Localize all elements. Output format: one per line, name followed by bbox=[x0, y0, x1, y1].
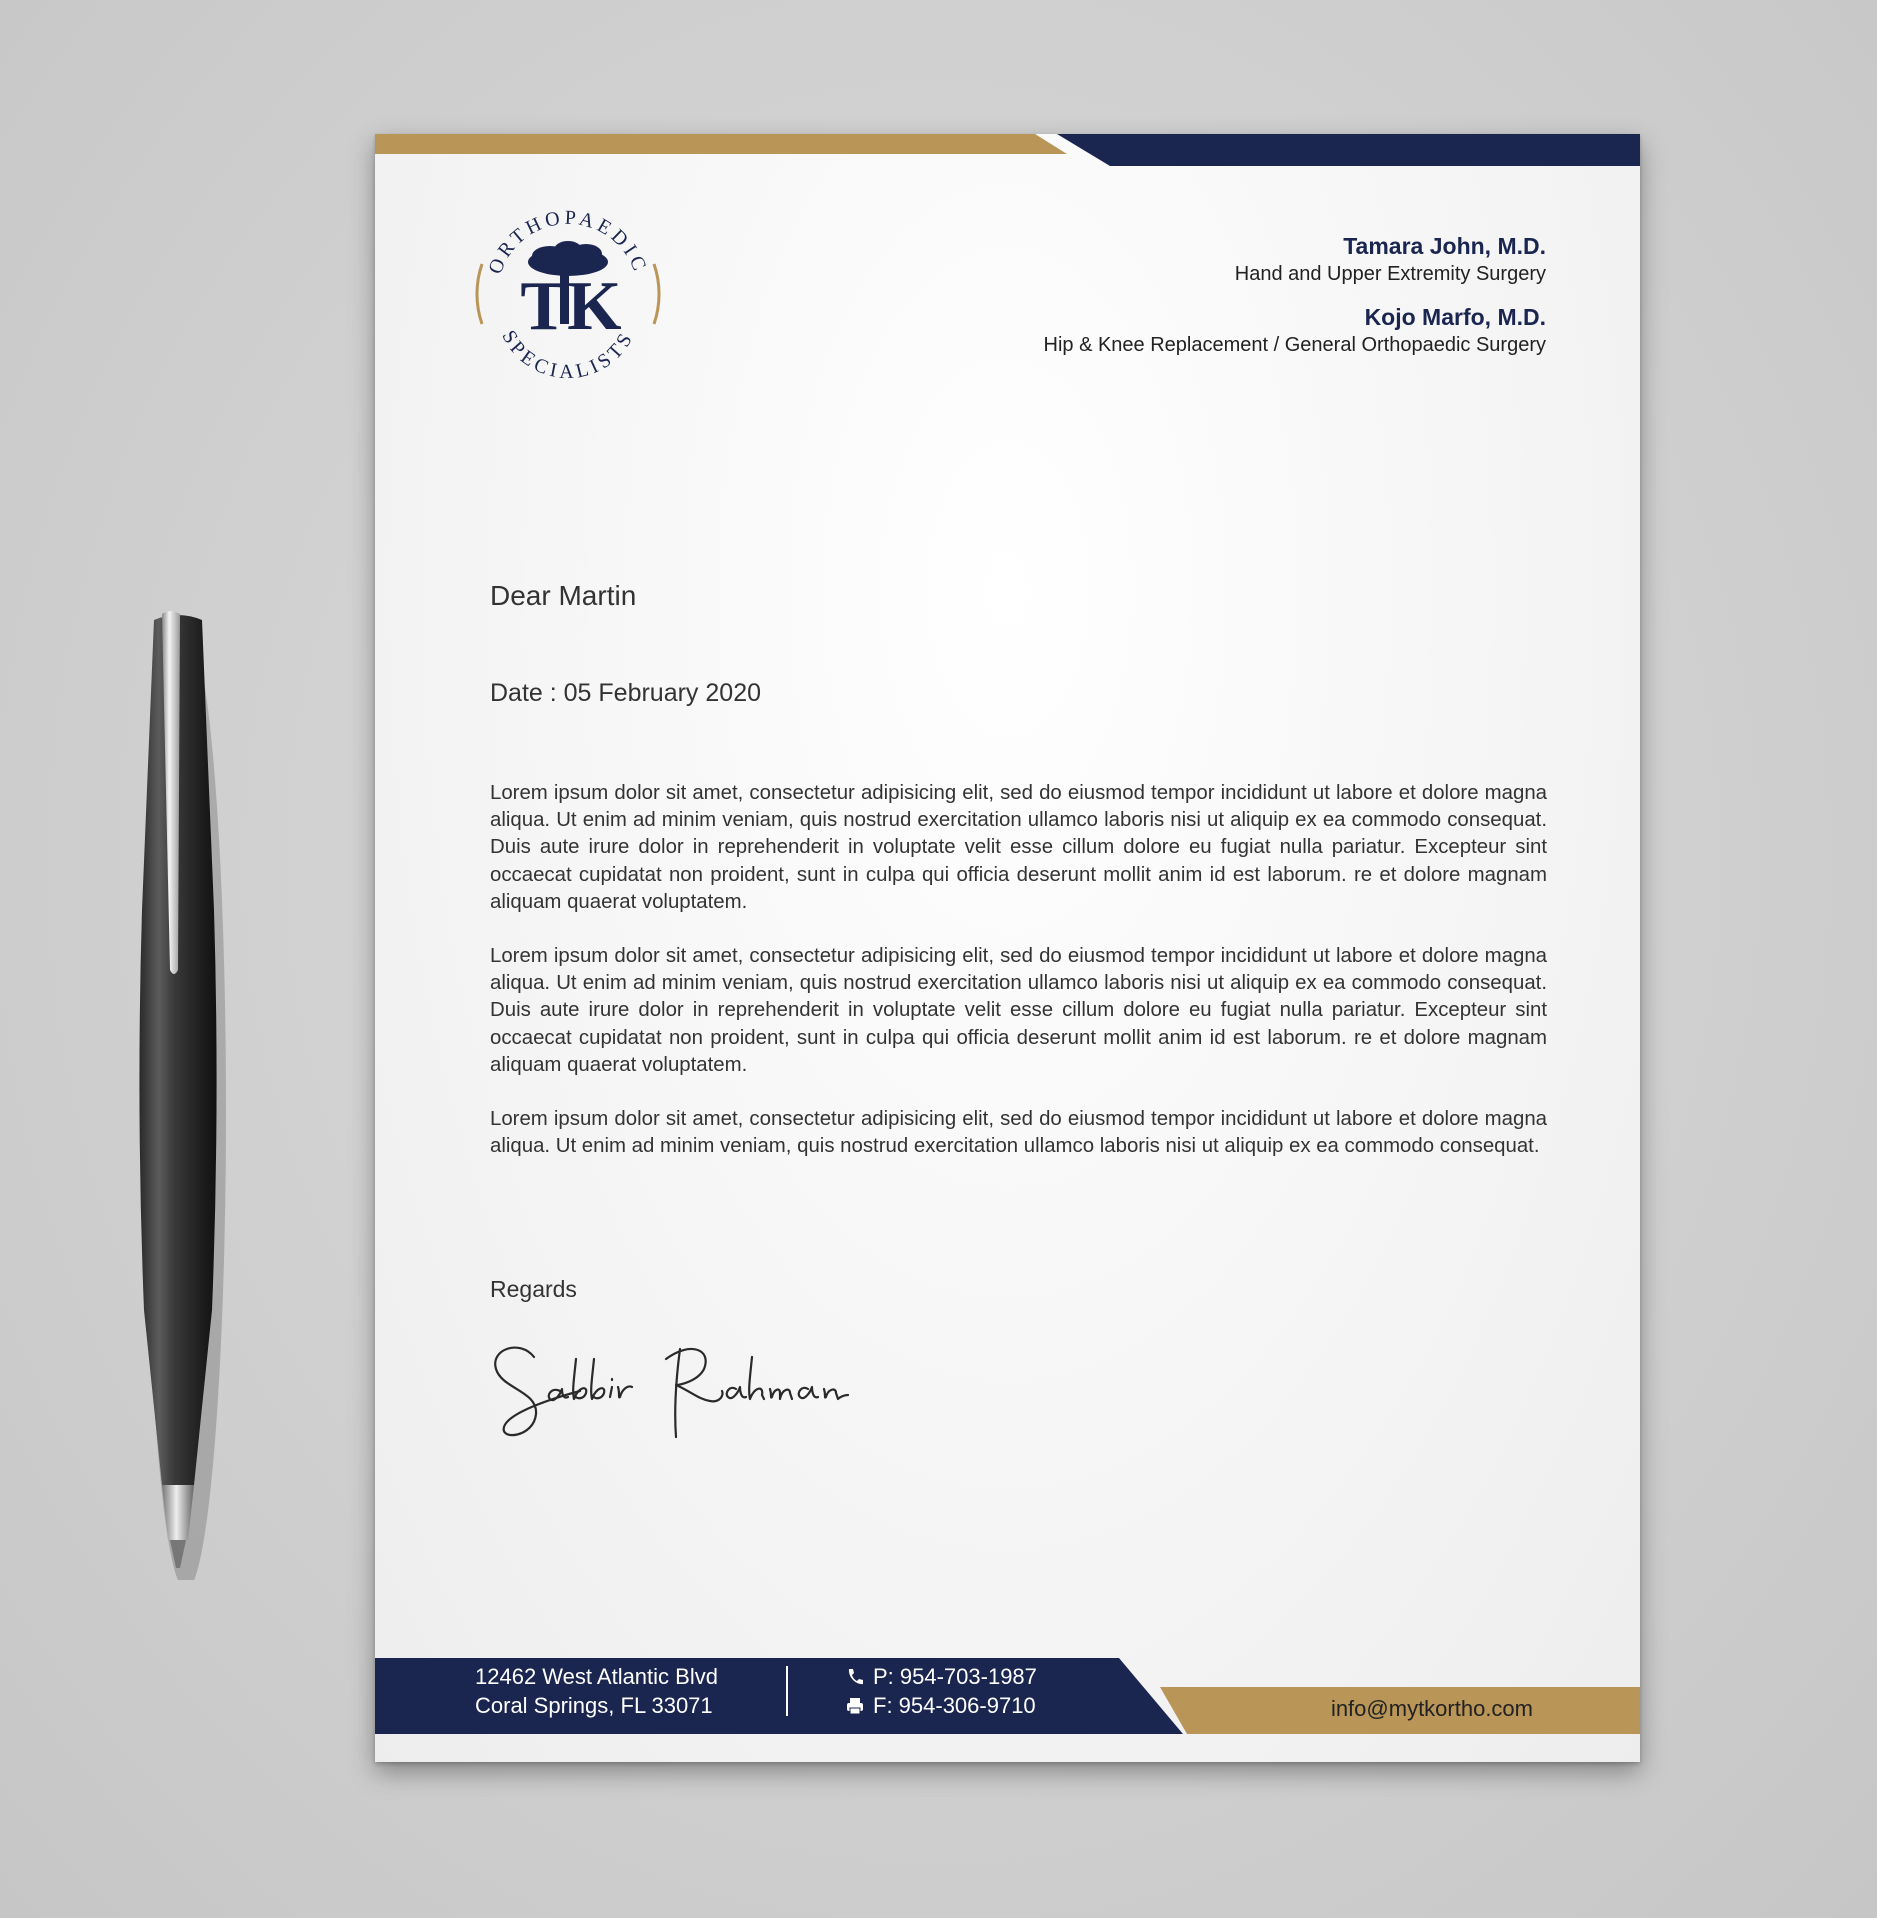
logo-monogram: TK bbox=[520, 268, 622, 345]
body-paragraph: Lorem ipsum dolor sit amet, consectetur adipisicing elit, sed do eiusmod tempor incididunt ut labore et dolore magna aliqua. Ut enim ad minim veniam, quis nostrud exercitation ullamco laboris nisi ut aliquip ex ea commodo consequat. bbox=[490, 1108, 1547, 1158]
top-gold-band bbox=[375, 134, 1067, 154]
doctor-specialty: Hand and Upper Extremity Surgery bbox=[1234, 263, 1546, 285]
doctor-name: Kojo Marfo, M.D. bbox=[1364, 304, 1546, 330]
top-navy-band bbox=[1057, 134, 1640, 166]
fax-icon bbox=[845, 1696, 865, 1716]
phone-number: P: 954-703-1987 bbox=[873, 1664, 1037, 1689]
doctor-entry bbox=[1044, 303, 1547, 357]
doctor-specialty: Hip & Knee Replacement / General Orthopaedic Surgery bbox=[1043, 334, 1546, 356]
footer-address bbox=[475, 1662, 718, 1720]
body-paragraph: Lorem ipsum dolor sit amet, consectetur adipisicing elit, sed do eiusmod tempor incididunt ut labore et dolore magna aliqua. Ut enim ad minim veniam, quis nostrud exercitation ullamco laboris nisi ut aliquip ex ea commodo consequat. Duis aute irure dolor in reprehenderit in voluptate velit esse cillum dolore eu fugiat nulla pariatur. Excepteur sint occaecat cupidatat non proident, sunt in culpa qui officia deserunt mollit anim id est laborum. re et dolore magnam aliquam quaerat voluptatem. bbox=[490, 782, 1547, 913]
fax-number: F: 954-306-9710 bbox=[873, 1693, 1036, 1718]
letter-body bbox=[490, 780, 1547, 1187]
pen bbox=[128, 610, 228, 1580]
fax-row bbox=[845, 1691, 1037, 1720]
doctor-entry bbox=[1044, 232, 1547, 286]
logo-bottom-text: SPECIALISTS bbox=[497, 326, 639, 384]
letter-date: Date : 05 February 2020 bbox=[490, 679, 761, 707]
footer-email: info@mytkortho.com bbox=[1330, 1696, 1533, 1721]
signature bbox=[490, 1329, 850, 1449]
letterhead-paper bbox=[375, 134, 1640, 1762]
address-line: 12462 West Atlantic Blvd bbox=[475, 1664, 718, 1689]
letter-closing: Regards bbox=[490, 1276, 577, 1302]
phone-icon bbox=[845, 1667, 865, 1687]
letter-greeting: Dear Martin bbox=[490, 580, 637, 611]
logo-top-text: ORTHOPAEDIC bbox=[484, 206, 652, 278]
orthopaedic-specialists-logo bbox=[468, 194, 668, 394]
doctor-name: Tamara John, M.D. bbox=[1343, 233, 1546, 259]
footer-divider bbox=[786, 1666, 788, 1716]
address-line: Coral Springs, FL 33071 bbox=[475, 1693, 713, 1718]
footer-contact bbox=[845, 1662, 1037, 1720]
body-paragraph: Lorem ipsum dolor sit amet, consectetur adipisicing elit, sed do eiusmod tempor incididunt ut labore et dolore magna aliqua. Ut enim ad minim veniam, quis nostrud exercitation ullamco laboris nisi ut aliquip ex ea commodo consequat. Duis aute irure dolor in reprehenderit in voluptate velit esse cillum dolore eu fugiat nulla pariatur. Excepteur sint occaecat cupidatat non proident, sunt in culpa qui officia deserunt mollit anim id est laborum. re et dolore magnam aliquam quaerat voluptatem. bbox=[490, 945, 1547, 1076]
phone-row bbox=[845, 1662, 1037, 1691]
doctors-list bbox=[1044, 232, 1547, 357]
